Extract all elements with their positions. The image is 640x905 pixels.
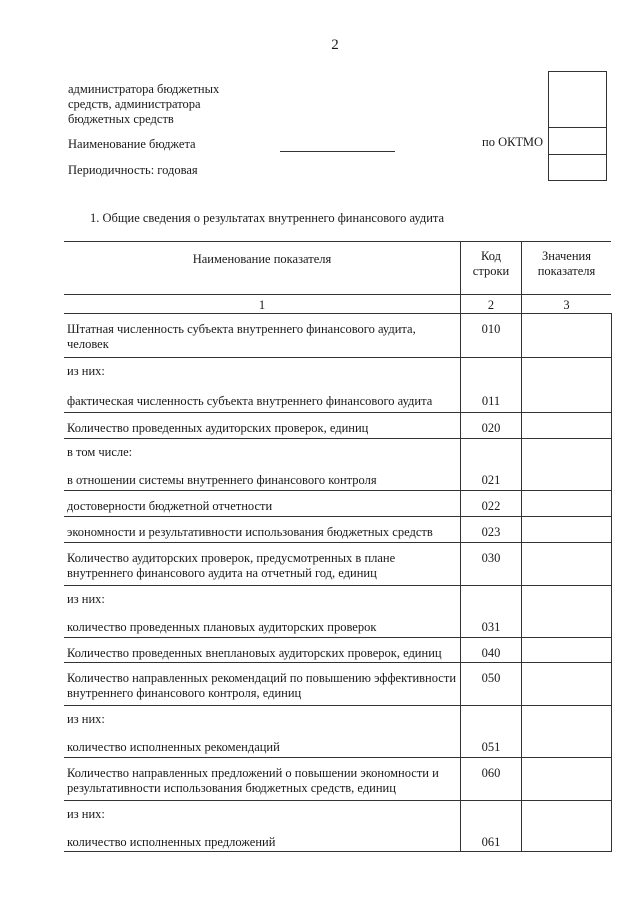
budget-name-field[interactable] — [280, 151, 395, 152]
indicator-name: количество исполненных предложений — [64, 827, 461, 852]
row-code: 040 — [461, 638, 522, 663]
header-indicator-value — [522, 242, 612, 295]
table-row — [64, 386, 611, 413]
indicator-name: экономности и результативности использования бюджетных средств — [64, 517, 461, 543]
indicator-name: Количество проведенных внеплановых аудиторских проверок, единиц — [64, 638, 461, 663]
row-code — [461, 706, 522, 732]
indicator-name: из них: — [67, 807, 105, 821]
budget-name-label: Наименование бюджета — [68, 137, 196, 151]
periodicity-label: Периодичность: годовая — [68, 163, 198, 177]
header-row-code-line: Код — [481, 249, 501, 263]
indicator-value-cell[interactable] — [522, 638, 612, 663]
codes-box-divider — [549, 154, 606, 155]
row-code — [461, 439, 522, 465]
row-code: 020 — [461, 413, 522, 439]
row-code — [461, 358, 522, 386]
indicator-name: в отношении системы внутреннего финансового контроля — [64, 465, 461, 491]
indicator-name: фактическая численность субъекта внутреннего финансового аудита — [64, 386, 461, 413]
administrator-label-line: средств, администратора — [68, 97, 201, 111]
indicator-name: из них: — [67, 712, 105, 726]
indicator-value-cell[interactable] — [522, 386, 612, 413]
audit-summary-table — [64, 241, 612, 852]
table-row — [64, 413, 611, 439]
indicator-name: из них: — [67, 364, 105, 378]
indicator-value-cell[interactable] — [522, 543, 612, 586]
indicator-value-cell[interactable] — [522, 827, 612, 852]
table-row — [64, 801, 611, 827]
section-title: 1. Общие сведения о результатах внутреннего финансового аудита — [90, 211, 445, 225]
table-row — [64, 491, 611, 517]
column-number: 3 — [522, 295, 612, 314]
indicator-value-cell[interactable] — [522, 314, 612, 358]
row-code — [461, 801, 522, 827]
indicator-name: Количество аудиторских проверок, предусмотренных в плане внутреннего финансового аудита на отчетный год, единиц — [64, 543, 461, 586]
table-row — [64, 465, 611, 491]
indicator-value-cell[interactable] — [522, 413, 612, 439]
table-row — [64, 543, 611, 586]
indicator-name: Количество проведенных аудиторских проверок, единиц — [64, 413, 461, 439]
table-row — [64, 358, 611, 386]
header-indicator-name: Наименование показателя — [64, 242, 461, 295]
row-code: 060 — [461, 758, 522, 801]
indicator-value-cell[interactable] — [522, 612, 612, 638]
header-indicator-value-line: показателя — [537, 264, 596, 278]
row-code: 010 — [461, 314, 522, 358]
indicator-value-cell[interactable] — [522, 439, 612, 465]
table-row — [64, 517, 611, 543]
table-row — [64, 439, 611, 465]
indicator-value-cell[interactable] — [522, 465, 612, 491]
table-row — [64, 314, 611, 358]
table-row — [64, 663, 611, 706]
column-number-row — [64, 295, 611, 314]
row-code: 022 — [461, 491, 522, 517]
row-code: 061 — [461, 827, 522, 852]
row-code: 031 — [461, 612, 522, 638]
indicator-name: Количество направленных предложений о повышении экономности и результативности использования бюджетных средств, единиц — [64, 758, 461, 801]
row-code: 050 — [461, 663, 522, 706]
column-number: 2 — [461, 295, 522, 314]
page-number: 2 — [331, 37, 339, 53]
row-code: 011 — [461, 386, 522, 413]
header-indicator-value-line: Значения — [542, 249, 591, 263]
row-code: 023 — [461, 517, 522, 543]
header-row-code-line: строки — [472, 264, 510, 278]
indicator-value-cell[interactable] — [522, 517, 612, 543]
row-code — [461, 586, 522, 612]
table-row — [64, 732, 611, 758]
administrator-label-line: администратора бюджетных — [68, 82, 220, 96]
indicator-value-cell[interactable] — [522, 358, 612, 386]
codes-box — [548, 71, 607, 181]
row-code: 021 — [461, 465, 522, 491]
row-code: 051 — [461, 732, 522, 758]
column-number: 1 — [64, 295, 461, 314]
indicator-value-cell[interactable] — [522, 586, 612, 612]
indicator-value-cell[interactable] — [522, 758, 612, 801]
administrator-label-line: бюджетных средств — [68, 112, 174, 126]
row-code: 030 — [461, 543, 522, 586]
oktmo-label: по ОКТМО — [482, 135, 544, 149]
indicator-value-cell[interactable] — [522, 732, 612, 758]
header-row-code — [461, 242, 522, 295]
table-row — [64, 706, 611, 732]
table-row — [64, 638, 611, 663]
indicator-name: количество исполненных рекомендаций — [64, 732, 461, 758]
indicator-value-cell[interactable] — [522, 663, 612, 706]
codes-box-divider — [549, 127, 606, 128]
indicator-name: из них: — [67, 592, 105, 606]
indicator-name: в том числе: — [67, 445, 133, 459]
table-row — [64, 827, 611, 852]
administrator-label — [68, 82, 268, 127]
indicator-value-cell[interactable] — [522, 706, 612, 732]
table-header-row — [64, 242, 611, 295]
table-row — [64, 586, 611, 612]
indicator-value-cell[interactable] — [522, 491, 612, 517]
indicator-name: достоверности бюджетной отчетности — [64, 491, 461, 517]
indicator-name: Количество направленных рекомендаций по повышению эффективности внутреннего финансового контроля, единиц — [64, 663, 461, 706]
table-row — [64, 758, 611, 801]
indicator-name: Штатная численность субъекта внутреннего финансового аудита, человек — [64, 314, 461, 358]
indicator-name: количество проведенных плановых аудиторских проверок — [64, 612, 461, 638]
indicator-value-cell[interactable] — [522, 801, 612, 827]
table-row — [64, 612, 611, 638]
